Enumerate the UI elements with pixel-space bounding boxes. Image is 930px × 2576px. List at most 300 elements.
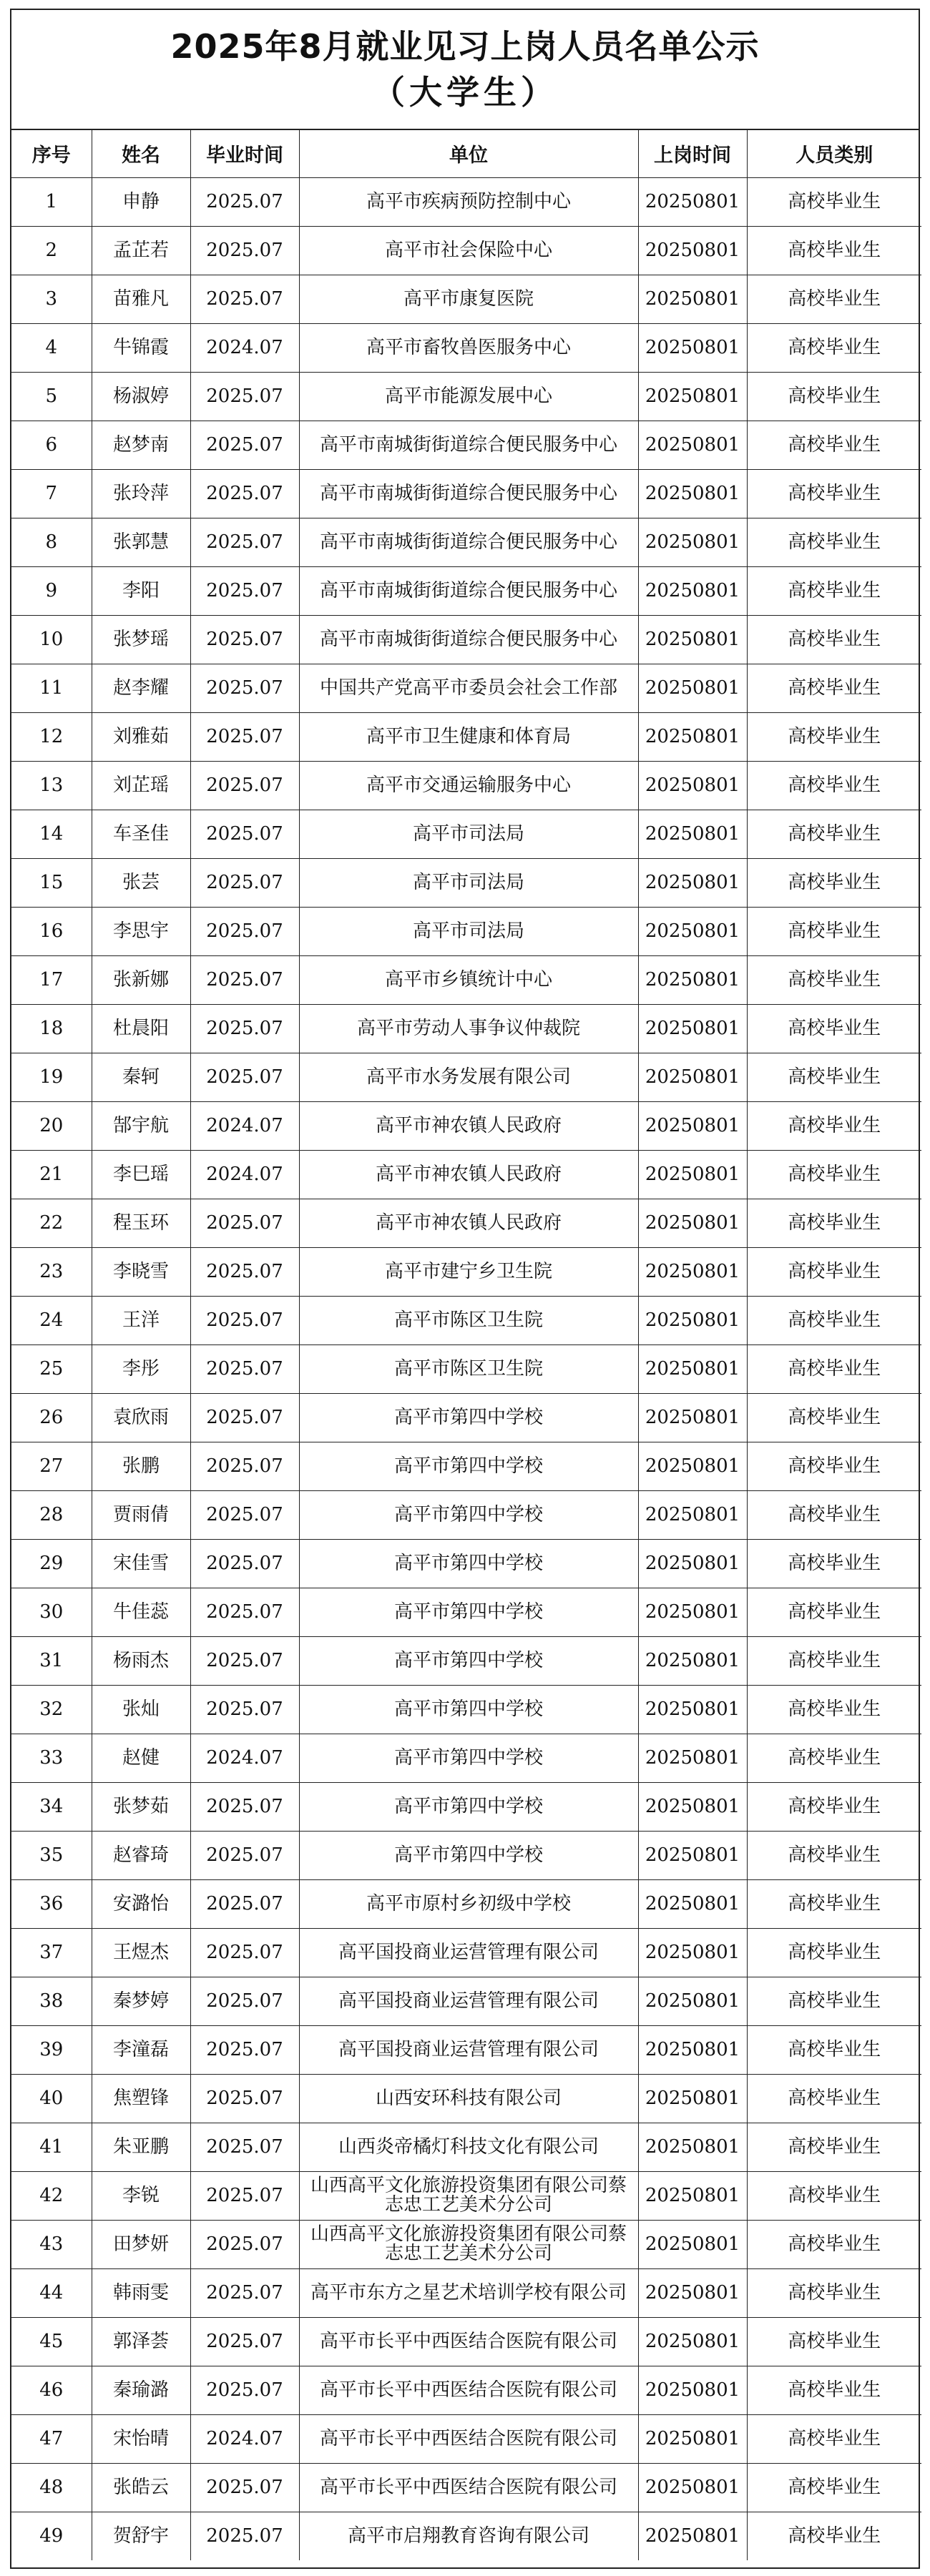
cell-graduation-date: 2025.07: [190, 1685, 299, 1734]
cell-graduation-date: 2025.07: [190, 858, 299, 907]
table-row: [11, 275, 921, 323]
table-row: [11, 955, 921, 1004]
cell-start-date: 20250801: [638, 955, 747, 1004]
cell-category: 高校毕业生: [747, 421, 921, 469]
header-category: 人员类别: [747, 130, 921, 177]
cell-name: 李巳瑶: [92, 1150, 190, 1199]
cell-serial: 12: [11, 712, 92, 761]
cell-start-date: 20250801: [638, 518, 747, 566]
cell-name: 宋佳雪: [92, 1539, 190, 1588]
cell-unit: 高平市第四中学校: [299, 1685, 638, 1734]
table-row: [11, 664, 921, 712]
cell-graduation-date: 2025.07: [190, 2268, 299, 2317]
cell-category: 高校毕业生: [747, 275, 921, 323]
table-row: [11, 1053, 921, 1101]
cell-graduation-date: 2025.07: [190, 1831, 299, 1879]
table-row: [11, 177, 921, 226]
cell-unit: 高平市第四中学校: [299, 1393, 638, 1442]
cell-graduation-date: 2025.07: [190, 1539, 299, 1588]
cell-serial: 48: [11, 2463, 92, 2512]
cell-serial: 13: [11, 761, 92, 810]
cell-unit: 高平市神农镇人民政府: [299, 1150, 638, 1199]
cell-unit: 高平市原村乡初级中学校: [299, 1879, 638, 1928]
cell-start-date: 20250801: [638, 275, 747, 323]
cell-category: 高校毕业生: [747, 1977, 921, 2025]
cell-graduation-date: 2025.07: [190, 1053, 299, 1101]
cell-serial: 27: [11, 1442, 92, 1490]
cell-graduation-date: 2025.07: [190, 372, 299, 421]
cell-graduation-date: 2025.07: [190, 1199, 299, 1247]
cell-unit: 高平市司法局: [299, 858, 638, 907]
cell-name: 王洋: [92, 1296, 190, 1344]
cell-name: 牛锦霞: [92, 323, 190, 372]
table-row: [11, 1199, 921, 1247]
table-row: [11, 372, 921, 421]
cell-graduation-date: 2025.07: [190, 1344, 299, 1393]
cell-name: 杜晨阳: [92, 1004, 190, 1053]
cell-unit: 高平市南城街街道综合便民服务中心: [299, 518, 638, 566]
table-row: [11, 1831, 921, 1879]
cell-serial: 23: [11, 1247, 92, 1296]
table-row: [11, 858, 921, 907]
cell-category: 高校毕业生: [747, 2463, 921, 2512]
cell-unit: 高平市南城街街道综合便民服务中心: [299, 469, 638, 518]
cell-name: 秦梦婷: [92, 1977, 190, 2025]
cell-serial: 21: [11, 1150, 92, 1199]
table-row: [11, 566, 921, 615]
cell-start-date: 20250801: [638, 2463, 747, 2512]
cell-serial: 11: [11, 664, 92, 712]
cell-name: 车圣佳: [92, 810, 190, 858]
cell-name: 朱亚鹏: [92, 2123, 190, 2171]
header-unit: 单位: [299, 130, 638, 177]
cell-category: 高校毕业生: [747, 664, 921, 712]
cell-unit: 山西高平文化旅游投资集团有限公司蔡志忠工艺美术分公司: [299, 2171, 638, 2220]
cell-unit: 山西炎帝橘灯科技文化有限公司: [299, 2123, 638, 2171]
table-row: [11, 2123, 921, 2171]
header-start-date: 上岗时间: [638, 130, 747, 177]
cell-unit: 高平市神农镇人民政府: [299, 1199, 638, 1247]
cell-start-date: 20250801: [638, 761, 747, 810]
cell-unit: 高平市社会保险中心: [299, 226, 638, 275]
cell-graduation-date: 2025.07: [190, 1588, 299, 1636]
cell-start-date: 20250801: [638, 810, 747, 858]
cell-serial: 28: [11, 1490, 92, 1539]
cell-serial: 6: [11, 421, 92, 469]
cell-start-date: 20250801: [638, 664, 747, 712]
cell-name: 申静: [92, 177, 190, 226]
cell-unit: 高平市第四中学校: [299, 1831, 638, 1879]
cell-start-date: 20250801: [638, 1004, 747, 1053]
cell-serial: 4: [11, 323, 92, 372]
cell-serial: 9: [11, 566, 92, 615]
cell-unit: 高平国投商业运营管理有限公司: [299, 1977, 638, 2025]
table-body: [11, 177, 921, 2560]
cell-name: 焦塑锋: [92, 2074, 190, 2123]
cell-unit: 高平市司法局: [299, 907, 638, 955]
cell-serial: 15: [11, 858, 92, 907]
cell-category: 高校毕业生: [747, 372, 921, 421]
cell-serial: 42: [11, 2171, 92, 2220]
cell-category: 高校毕业生: [747, 1685, 921, 1734]
cell-category: 高校毕业生: [747, 712, 921, 761]
cell-start-date: 20250801: [638, 1879, 747, 1928]
cell-start-date: 20250801: [638, 2171, 747, 2220]
cell-unit: 高平市陈区卫生院: [299, 1296, 638, 1344]
cell-name: 韩雨雯: [92, 2268, 190, 2317]
cell-graduation-date: 2025.07: [190, 1782, 299, 1831]
cell-category: 高校毕业生: [747, 323, 921, 372]
table-row: [11, 2414, 921, 2463]
cell-start-date: 20250801: [638, 712, 747, 761]
cell-category: 高校毕业生: [747, 1150, 921, 1199]
table-row: [11, 323, 921, 372]
cell-category: 高校毕业生: [747, 1393, 921, 1442]
cell-unit: 高平市神农镇人民政府: [299, 1101, 638, 1150]
cell-unit: 高平市长平中西医结合医院有限公司: [299, 2414, 638, 2463]
cell-start-date: 20250801: [638, 1442, 747, 1490]
table-row: [11, 1928, 921, 1977]
cell-graduation-date: 2025.07: [190, 1004, 299, 1053]
cell-name: 田梦妍: [92, 2220, 190, 2268]
cell-start-date: 20250801: [638, 1588, 747, 1636]
cell-graduation-date: 2025.07: [190, 1393, 299, 1442]
table-row: [11, 1782, 921, 1831]
header-serial: 序号: [11, 130, 92, 177]
table-row: [11, 1101, 921, 1150]
cell-serial: 49: [11, 2512, 92, 2560]
cell-serial: 1: [11, 177, 92, 226]
cell-name: 赵健: [92, 1734, 190, 1782]
cell-graduation-date: 2025.07: [190, 2366, 299, 2414]
cell-start-date: 20250801: [638, 2220, 747, 2268]
cell-name: 牛佳蕊: [92, 1588, 190, 1636]
cell-graduation-date: 2025.07: [190, 1296, 299, 1344]
cell-category: 高校毕业生: [747, 2074, 921, 2123]
table-row: [11, 2268, 921, 2317]
table-row: [11, 518, 921, 566]
table-header-row: [11, 130, 921, 177]
table-row: [11, 2463, 921, 2512]
table-row: [11, 1977, 921, 2025]
cell-start-date: 20250801: [638, 469, 747, 518]
table-row: [11, 2317, 921, 2366]
cell-start-date: 20250801: [638, 1150, 747, 1199]
table-row: [11, 1636, 921, 1685]
cell-start-date: 20250801: [638, 1490, 747, 1539]
cell-graduation-date: 2024.07: [190, 1101, 299, 1150]
cell-unit: 高平市第四中学校: [299, 1636, 638, 1685]
cell-start-date: 20250801: [638, 2414, 747, 2463]
cell-category: 高校毕业生: [747, 1879, 921, 1928]
cell-category: 高校毕业生: [747, 1734, 921, 1782]
cell-category: 高校毕业生: [747, 2220, 921, 2268]
cell-serial: 25: [11, 1344, 92, 1393]
cell-category: 高校毕业生: [747, 518, 921, 566]
cell-start-date: 20250801: [638, 2268, 747, 2317]
cell-start-date: 20250801: [638, 1344, 747, 1393]
table-row: [11, 421, 921, 469]
cell-graduation-date: 2024.07: [190, 1734, 299, 1782]
cell-unit: 山西安环科技有限公司: [299, 2074, 638, 2123]
cell-graduation-date: 2025.07: [190, 664, 299, 712]
cell-category: 高校毕业生: [747, 1490, 921, 1539]
roster-sheet: [10, 9, 920, 2569]
cell-category: 高校毕业生: [747, 1247, 921, 1296]
cell-unit: 高平市疾病预防控制中心: [299, 177, 638, 226]
cell-category: 高校毕业生: [747, 2268, 921, 2317]
cell-category: 高校毕业生: [747, 907, 921, 955]
cell-serial: 7: [11, 469, 92, 518]
cell-name: 张新娜: [92, 955, 190, 1004]
cell-graduation-date: 2025.07: [190, 955, 299, 1004]
cell-category: 高校毕业生: [747, 1053, 921, 1101]
cell-name: 贾雨倩: [92, 1490, 190, 1539]
cell-category: 高校毕业生: [747, 955, 921, 1004]
cell-start-date: 20250801: [638, 1636, 747, 1685]
cell-category: 高校毕业生: [747, 2512, 921, 2560]
cell-unit: 高平市乡镇统计中心: [299, 955, 638, 1004]
cell-name: 张梦瑶: [92, 615, 190, 664]
cell-category: 高校毕业生: [747, 1588, 921, 1636]
table-row: [11, 761, 921, 810]
cell-serial: 8: [11, 518, 92, 566]
cell-category: 高校毕业生: [747, 2123, 921, 2171]
cell-start-date: 20250801: [638, 1831, 747, 1879]
table-row: [11, 226, 921, 275]
cell-start-date: 20250801: [638, 1977, 747, 2025]
cell-start-date: 20250801: [638, 615, 747, 664]
cell-unit: 高平市长平中西医结合医院有限公司: [299, 2463, 638, 2512]
cell-name: 李思宇: [92, 907, 190, 955]
cell-unit: 高平国投商业运营管理有限公司: [299, 1928, 638, 1977]
cell-graduation-date: 2025.07: [190, 566, 299, 615]
cell-unit: 高平国投商业运营管理有限公司: [299, 2025, 638, 2074]
cell-start-date: 20250801: [638, 177, 747, 226]
cell-serial: 2: [11, 226, 92, 275]
cell-serial: 10: [11, 615, 92, 664]
table-row: [11, 1539, 921, 1588]
cell-unit: 高平市畜牧兽医服务中心: [299, 323, 638, 372]
cell-name: 贺舒宇: [92, 2512, 190, 2560]
table-row: [11, 1734, 921, 1782]
cell-serial: 29: [11, 1539, 92, 1588]
cell-name: 赵李耀: [92, 664, 190, 712]
table-row: [11, 1296, 921, 1344]
cell-graduation-date: 2024.07: [190, 1150, 299, 1199]
cell-start-date: 20250801: [638, 566, 747, 615]
cell-start-date: 20250801: [638, 421, 747, 469]
cell-start-date: 20250801: [638, 323, 747, 372]
cell-category: 高校毕业生: [747, 1636, 921, 1685]
cell-graduation-date: 2025.07: [190, 421, 299, 469]
cell-start-date: 20250801: [638, 2512, 747, 2560]
cell-serial: 26: [11, 1393, 92, 1442]
cell-unit: 高平市南城街街道综合便民服务中心: [299, 615, 638, 664]
cell-graduation-date: 2025.07: [190, 2512, 299, 2560]
cell-graduation-date: 2025.07: [190, 469, 299, 518]
cell-graduation-date: 2025.07: [190, 177, 299, 226]
table-row: [11, 1004, 921, 1053]
table-row: [11, 2512, 921, 2560]
cell-graduation-date: 2025.07: [190, 712, 299, 761]
cell-category: 高校毕业生: [747, 1782, 921, 1831]
cell-graduation-date: 2025.07: [190, 2317, 299, 2366]
table-row: [11, 712, 921, 761]
cell-unit: 高平市司法局: [299, 810, 638, 858]
cell-graduation-date: 2025.07: [190, 1879, 299, 1928]
cell-name: 张玲萍: [92, 469, 190, 518]
table-row: [11, 1393, 921, 1442]
cell-serial: 5: [11, 372, 92, 421]
cell-serial: 19: [11, 1053, 92, 1101]
cell-serial: 24: [11, 1296, 92, 1344]
cell-unit: 高平市劳动人事争议仲裁院: [299, 1004, 638, 1053]
cell-start-date: 20250801: [638, 2317, 747, 2366]
cell-unit: 高平市建宁乡卫生院: [299, 1247, 638, 1296]
cell-serial: 34: [11, 1782, 92, 1831]
cell-start-date: 20250801: [638, 2025, 747, 2074]
cell-start-date: 20250801: [638, 1101, 747, 1150]
table-row: [11, 2074, 921, 2123]
cell-category: 高校毕业生: [747, 1831, 921, 1879]
table-row: [11, 469, 921, 518]
cell-serial: 41: [11, 2123, 92, 2171]
cell-graduation-date: 2025.07: [190, 2074, 299, 2123]
cell-unit: 高平市南城街街道综合便民服务中心: [299, 566, 638, 615]
cell-graduation-date: 2025.07: [190, 2123, 299, 2171]
cell-name: 刘芷瑶: [92, 761, 190, 810]
cell-serial: 35: [11, 1831, 92, 1879]
cell-graduation-date: 2025.07: [190, 518, 299, 566]
cell-unit: 高平市长平中西医结合医院有限公司: [299, 2366, 638, 2414]
cell-serial: 38: [11, 1977, 92, 2025]
table-row: [11, 1490, 921, 1539]
cell-graduation-date: 2025.07: [190, 810, 299, 858]
cell-serial: 47: [11, 2414, 92, 2463]
cell-category: 高校毕业生: [747, 2366, 921, 2414]
cell-name: 秦轲: [92, 1053, 190, 1101]
title-block: [11, 10, 919, 130]
cell-name: 张鹏: [92, 1442, 190, 1490]
cell-name: 郜宇航: [92, 1101, 190, 1150]
cell-graduation-date: 2025.07: [190, 1490, 299, 1539]
table-row: [11, 1247, 921, 1296]
cell-name: 刘雅茹: [92, 712, 190, 761]
table-row: [11, 1879, 921, 1928]
cell-graduation-date: 2025.07: [190, 907, 299, 955]
cell-name: 李彤: [92, 1344, 190, 1393]
cell-unit: 高平市第四中学校: [299, 1734, 638, 1782]
cell-graduation-date: 2025.07: [190, 226, 299, 275]
cell-serial: 3: [11, 275, 92, 323]
cell-name: 张郭慧: [92, 518, 190, 566]
cell-name: 张皓云: [92, 2463, 190, 2512]
cell-unit: 高平市陈区卫生院: [299, 1344, 638, 1393]
header-name: 姓名: [92, 130, 190, 177]
cell-name: 王煜杰: [92, 1928, 190, 1977]
cell-start-date: 20250801: [638, 1928, 747, 1977]
cell-name: 安潞怡: [92, 1879, 190, 1928]
cell-name: 袁欣雨: [92, 1393, 190, 1442]
cell-category: 高校毕业生: [747, 1101, 921, 1150]
cell-graduation-date: 2024.07: [190, 323, 299, 372]
cell-serial: 31: [11, 1636, 92, 1685]
cell-serial: 40: [11, 2074, 92, 2123]
table-row: [11, 810, 921, 858]
header-graduation-date: 毕业时间: [190, 130, 299, 177]
table-row: [11, 2366, 921, 2414]
cell-category: 高校毕业生: [747, 2317, 921, 2366]
table-row: [11, 2171, 921, 2220]
cell-category: 高校毕业生: [747, 2025, 921, 2074]
cell-name: 宋怡晴: [92, 2414, 190, 2463]
table-row: [11, 2220, 921, 2268]
cell-unit: 高平市卫生健康和体育局: [299, 712, 638, 761]
cell-start-date: 20250801: [638, 1685, 747, 1734]
cell-category: 高校毕业生: [747, 761, 921, 810]
table-row: [11, 1150, 921, 1199]
cell-name: 张梦茹: [92, 1782, 190, 1831]
page-title: 2025年8月就业见习上岗人员名单公示: [170, 27, 760, 66]
cell-name: 张芸: [92, 858, 190, 907]
cell-unit: 高平市康复医院: [299, 275, 638, 323]
cell-graduation-date: 2025.07: [190, 275, 299, 323]
cell-graduation-date: 2025.07: [190, 2220, 299, 2268]
cell-serial: 32: [11, 1685, 92, 1734]
cell-unit: 高平市交通运输服务中心: [299, 761, 638, 810]
cell-name: 郭泽荟: [92, 2317, 190, 2366]
cell-unit: 高平市长平中西医结合医院有限公司: [299, 2317, 638, 2366]
cell-name: 孟芷若: [92, 226, 190, 275]
table-row: [11, 615, 921, 664]
cell-category: 高校毕业生: [747, 2171, 921, 2220]
cell-start-date: 20250801: [638, 858, 747, 907]
cell-start-date: 20250801: [638, 1247, 747, 1296]
cell-serial: 45: [11, 2317, 92, 2366]
cell-name: 张灿: [92, 1685, 190, 1734]
cell-graduation-date: 2025.07: [190, 1247, 299, 1296]
cell-start-date: 20250801: [638, 907, 747, 955]
cell-graduation-date: 2025.07: [190, 1442, 299, 1490]
cell-graduation-date: 2025.07: [190, 1977, 299, 2025]
cell-graduation-date: 2025.07: [190, 615, 299, 664]
cell-category: 高校毕业生: [747, 226, 921, 275]
cell-serial: 37: [11, 1928, 92, 1977]
cell-serial: 36: [11, 1879, 92, 1928]
cell-graduation-date: 2025.07: [190, 1928, 299, 1977]
cell-graduation-date: 2025.07: [190, 2025, 299, 2074]
cell-start-date: 20250801: [638, 1539, 747, 1588]
table-row: [11, 1442, 921, 1490]
cell-start-date: 20250801: [638, 2074, 747, 2123]
cell-name: 程玉环: [92, 1199, 190, 1247]
cell-start-date: 20250801: [638, 2366, 747, 2414]
cell-unit: 高平市东方之星艺术培训学校有限公司: [299, 2268, 638, 2317]
cell-start-date: 20250801: [638, 372, 747, 421]
table-row: [11, 2025, 921, 2074]
cell-serial: 18: [11, 1004, 92, 1053]
cell-start-date: 20250801: [638, 1782, 747, 1831]
cell-category: 高校毕业生: [747, 1442, 921, 1490]
cell-serial: 14: [11, 810, 92, 858]
cell-name: 杨淑婷: [92, 372, 190, 421]
cell-unit: 高平市能源发展中心: [299, 372, 638, 421]
cell-category: 高校毕业生: [747, 1928, 921, 1977]
cell-category: 高校毕业生: [747, 1199, 921, 1247]
cell-name: 李晓雪: [92, 1247, 190, 1296]
cell-graduation-date: 2025.07: [190, 2463, 299, 2512]
